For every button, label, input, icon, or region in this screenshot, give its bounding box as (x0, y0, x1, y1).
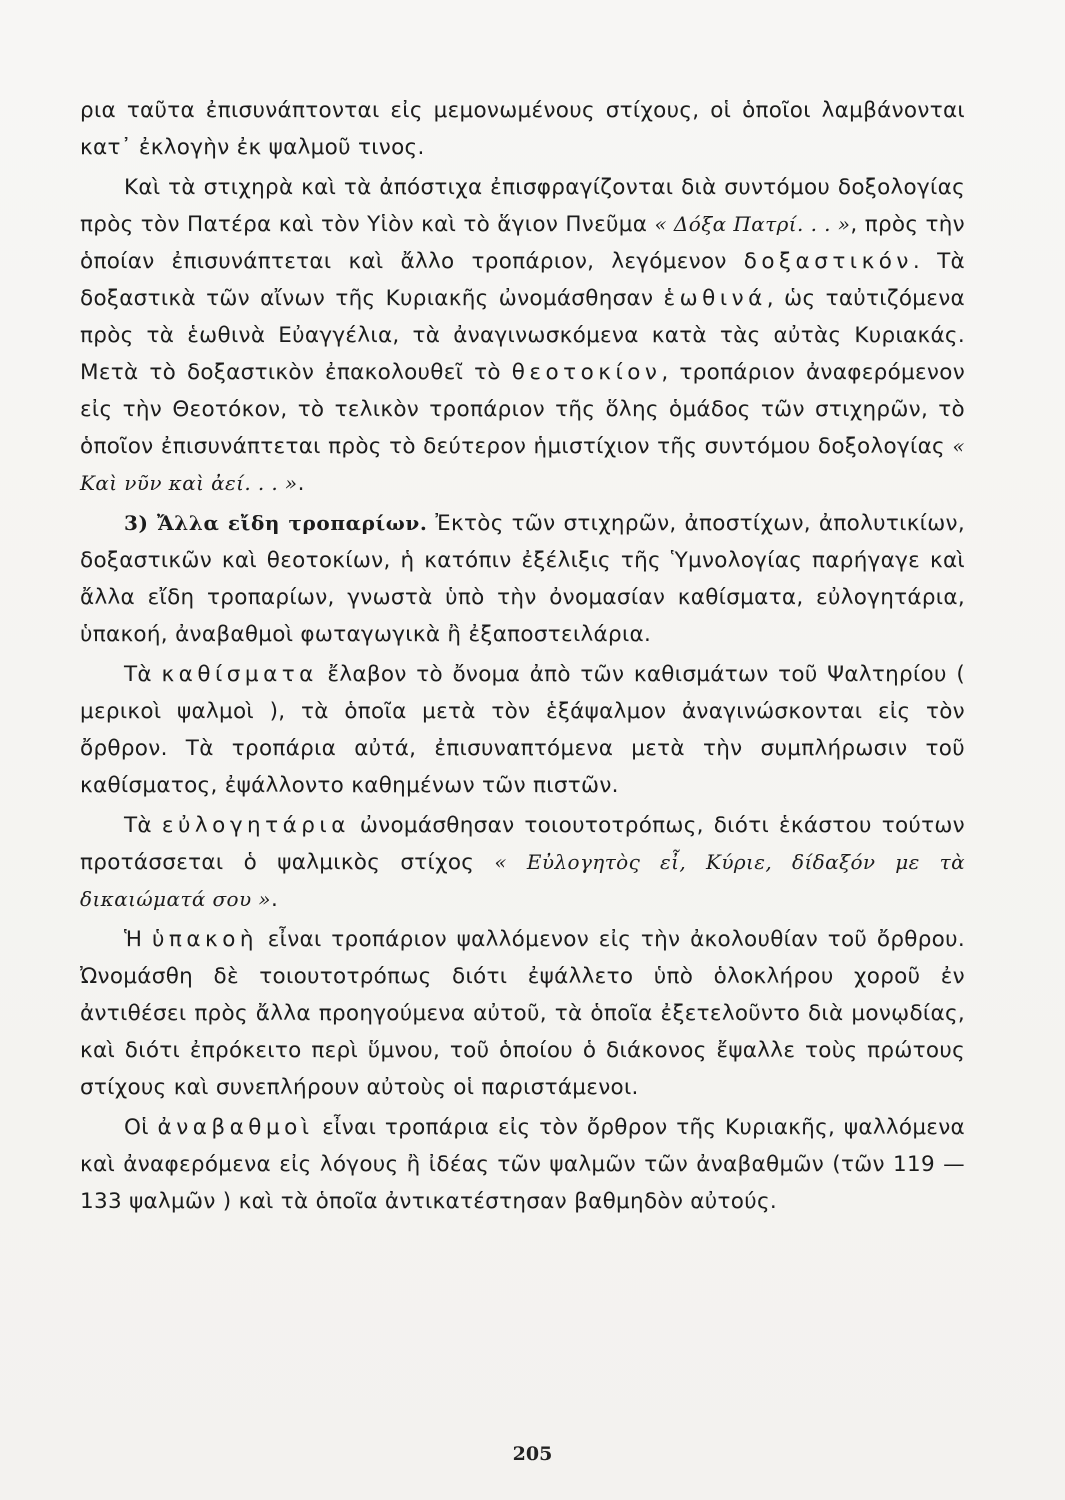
text-run: Ἡ (124, 927, 152, 952)
text-run: ὠνομάσθησαν τοιουτοτρόπως, διότι ἑκάστου τούτων προτάσσεται ὁ ψαλμικὸς στίχος (80, 813, 965, 875)
page-number: 205 (512, 1443, 553, 1465)
paragraph-doxology (80, 169, 965, 502)
text-run: Τὰ (124, 662, 162, 687)
paragraph-evlogitaria (80, 807, 965, 918)
text-run: , ὡς ταὐτιζόμενα πρὸς τὰ ἑωθινὰ Εὐαγγέλια, τὰ ἀναγινωσκόμενα κατὰ τὰς αὐτὰς Κυριακάς. Μετὰ τὸ δοξαστικὸν ἐπακολουθεῖ τὸ (80, 286, 965, 385)
text-run: Τὰ (124, 813, 162, 838)
term-evlogitaria: εὐλογητάρια (161, 813, 350, 838)
text-run: Οἱ (124, 1115, 158, 1140)
section-heading: 3) Ἄλλα εἴδη τροπαρίων. (124, 511, 428, 535)
text-run: . (270, 887, 279, 912)
text-run: , πρὸς τὴν ὁποίαν ἐπισυνάπτεται καὶ ἄλλο τροπάριον, λεγόμενον (80, 212, 965, 274)
paragraph-continuation (80, 92, 965, 166)
text-run: , τροπάριον ἀναφερόμενον εἰς τὴν Θεοτόκον, τὸ τελικὸν τροπάριον τῆς ὅλης ὁμάδος τῶν στιχηρῶν, τὸ ὁποῖον ἐπισυνάπτεται πρὸς τὸ δεύτερον ἡμιστίχιον τῆς συντόμου δοξολογίας (80, 360, 965, 459)
text-run: Ἐκτὸς τῶν στιχηρῶν, ἀποστίχων, ἀπολυτικίων, δοξαστικῶν καὶ θεοτοκίων, ἡ κατόπιν ἐξέλιξις τῆς Ὑμνολογίας παρήγαγε καὶ ἄλλα εἴδη τροπαρίων, γνωστὰ ὑπὸ τὴν ὀνομασίαν καθίσματα, εὐλογητάρια, ὑπακοή, ἀναβαθμοὶ φωταγωγικὰ ἢ ἐξαποστειλάρια. (80, 511, 965, 647)
text-run: . (297, 471, 305, 496)
quote-kai-nyn: « Καὶ νῦν καὶ ἀεί. . . » (80, 434, 965, 495)
text-run: εἶναι τροπάρια εἰς τὸν ὄρθρον τῆς Κυριακῆς, ψαλλόμενα καὶ ἀναφερόμενα εἰς λόγους ἢ ἰδέας τῶν ψαλμῶν τῶν ἀναβαθμῶν (τῶν 119 — 133 ψαλμῶν ) καὶ τὰ ὁποῖα ἀντικατέστησαν βαθμηδὸν αὐτούς. (80, 1115, 965, 1214)
quote-evlogitos: « Εὐλογητὸς εἶ, Κύριε, δίδαξόν με τὰ δικαιώματά σου » (80, 850, 965, 911)
term-eothina: ἑωθινά (663, 286, 767, 311)
term-doxastikon: δοξαστικόν (743, 249, 913, 274)
term-kathismata: καθίσματα (161, 662, 318, 687)
text-run: ἔλαβον τὸ ὄνομα ἀπὸ τῶν καθισμάτων τοῦ Ψαλτηρίου ( μερικοὶ ψαλμοὶ ), τὰ ὁποῖα μετὰ τὸν ἑξάψαλμον ἀναγινώσκονται εἰς τὸν ὄρθρον. Τὰ τροπάρια αὐτά, ἐπισυναπτόμενα μετὰ τὴν συμπλήρωσιν τοῦ καθίσματος, ἐψάλλοντο καθημένων τῶν πιστῶν. (80, 662, 966, 798)
paragraph-text: ρια ταῦτα ἐπισυνάπτονται εἰς μεμονωμένους στίχους, οἱ ὁποῖοι λαμβάνονται κατ᾽ ἐκλογὴν ἐκ ψαλμοῦ τινος. (80, 98, 965, 160)
paragraph-other-kinds (80, 505, 965, 653)
term-anavathmoi: ἀναβαθμοὶ (157, 1115, 314, 1140)
text-run: εἶναι τροπάριον ψαλλόμενον εἰς τὴν ἀκολουθίαν τοῦ ὄρθρου. Ὠνομάσθη δὲ τοιουτοτρόπως διότι ἐψάλλετο ὑπὸ ὁλοκλήρου χοροῦ ἐν ἀντιθέσει πρὸς ἄλλα προηγούμενα αὐτοῦ, τὰ ὁποῖα ἐξετελοῦντο διὰ μονῳδίας, καὶ διότι ἐπρόκειτο περὶ ὕμνου, τοῦ ὁποίου ὁ διάκονος ἔψαλλε τοὺς πρώτους στίχους καὶ συνεπλήρουν αὐτοὺς οἱ παριστάμενοι. (80, 927, 965, 1100)
quote-doxa-patri: « Δόξα Πατρί. . . » (654, 212, 851, 236)
term-theotokion: θεοτοκίον (511, 360, 662, 385)
paragraph-anavathmoi (80, 1109, 965, 1220)
term-ypakoi: ὑπακοὴ (151, 927, 258, 952)
paragraph-ypakoi (80, 921, 965, 1106)
text-run: . Τὰ δοξαστικὰ τῶν αἴνων τῆς Κυριακῆς ὠνομάσθησαν (80, 249, 965, 311)
text-run: Καὶ τὰ στιχηρὰ καὶ τὰ ἀπόστιχα ἐπισφραγίζονται διὰ συντόμου δοξολογίας πρὸς τὸν Πατέρα καὶ τὸν Υἱὸν καὶ τὸ ἅγιον Πνεῦμα (80, 175, 965, 237)
paragraph-kathismata (80, 656, 965, 804)
